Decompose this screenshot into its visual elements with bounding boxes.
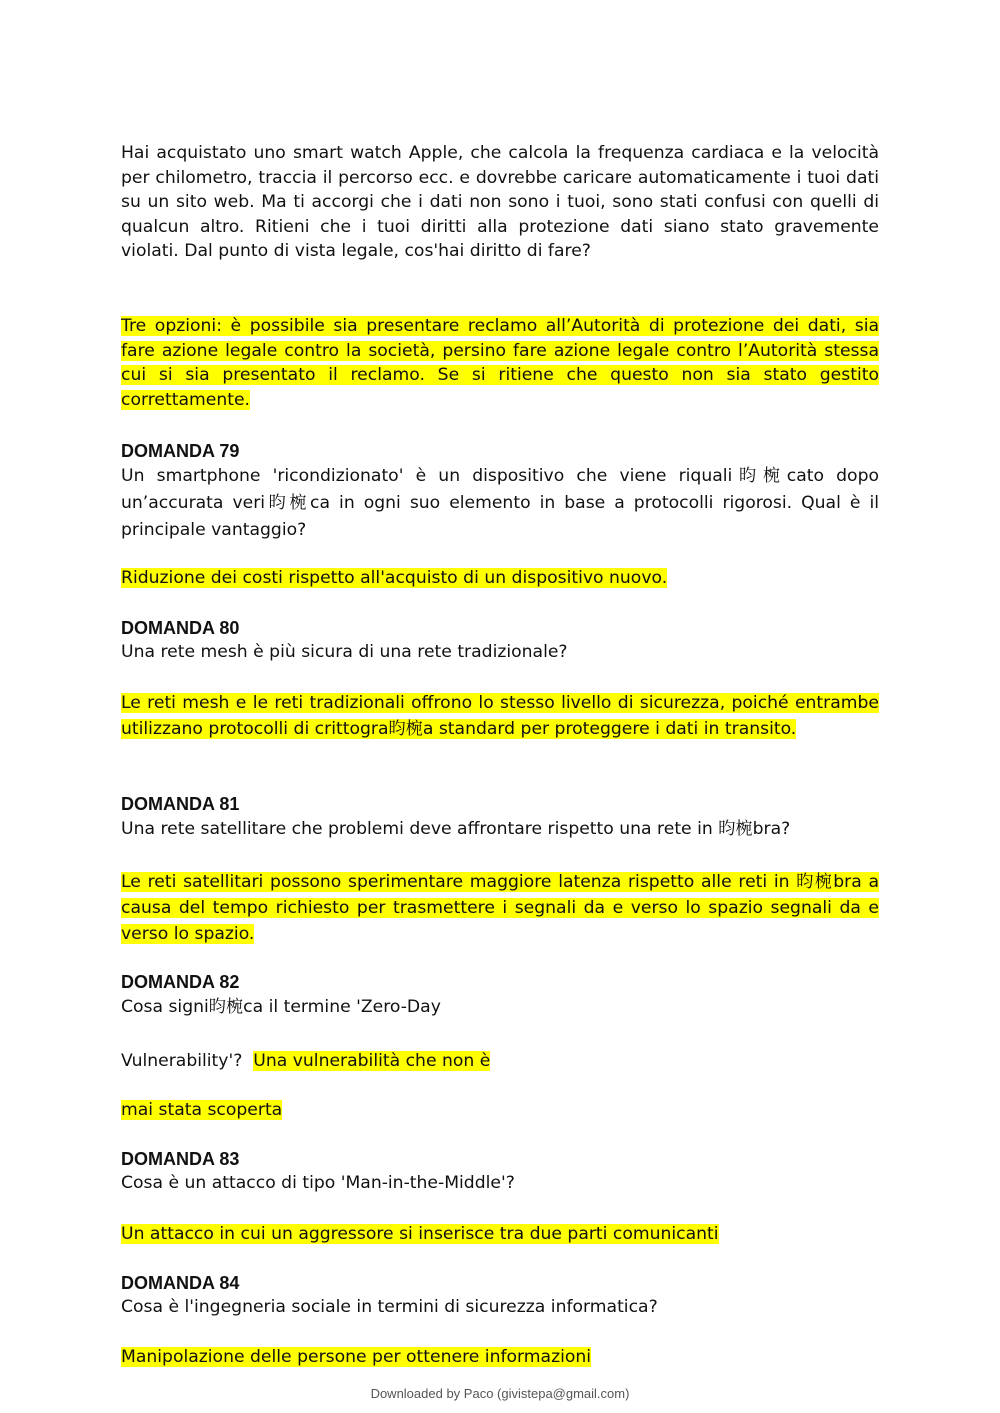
- question-82-answer: [121, 1098, 879, 1123]
- question-83-answer-highlight: Un attacco in cui un aggressore si inserisce tra due parti comunicanti: [121, 1224, 719, 1244]
- question-79-answer-highlight: Riduzione dei costi rispetto all'acquisto di un dispositivo nuovo.: [121, 568, 668, 588]
- question-81-heading: DOMANDA 81: [121, 794, 240, 814]
- question-82-answer-line1: Una vulnerabilità che non è: [253, 1051, 491, 1071]
- question-83-heading: DOMANDA 83: [121, 1149, 240, 1169]
- question-80-answer-highlight: Le reti mesh e le reti tradizionali offrono lo stesso livello di sicurezza, poiché entrambe utilizzano protocolli di crittogra昀椀a standard per proteggere i dati in transito.: [121, 693, 879, 739]
- question-80-heading: DOMANDA 80: [121, 618, 240, 638]
- question-80-text: Una rete mesh è più sicura di una rete tradizionale?: [121, 642, 568, 662]
- intro-answer: [121, 314, 879, 412]
- question-84-answer-highlight: Manipolazione delle persone per ottenere informazioni: [121, 1347, 592, 1367]
- question-80-answer: [121, 690, 879, 742]
- question-84-text: Cosa è l'ingegneria sociale in termini di sicurezza informatica?: [121, 1297, 658, 1317]
- question-83-text: Cosa è un attacco di tipo 'Man-in-the-Middle'?: [121, 1173, 515, 1193]
- intro-question: Hai acquistato uno smart watch Apple, che calcola la frequenza cardiaca e la velocità per chilometro, traccia il percorso ecc. e dovrebbe caricare automaticamente i tuoi dati su un sito web. Ma ti accorgi che i dati non sono i tuoi, sono stati confusi con quelli di qualcun altro. Ritieni che i tuoi diritti alla protezione dati siano stato gravemente violati. Dal punto di vista legale, cos'hai diritto di fare?: [121, 143, 879, 261]
- question-82-text-tail: Vulnerability'?: [121, 1051, 243, 1071]
- question-84-answer: [121, 1345, 879, 1370]
- question-82-answer-line2: mai stata scoperta: [121, 1100, 283, 1120]
- question-81-answer: [121, 869, 879, 947]
- question-82-text: Cosa signi昀椀ca il termine 'Zero-Day: [121, 997, 441, 1017]
- question-81-answer-highlight: Le reti satellitari possono sperimentare maggiore latenza rispetto alle reti in 昀椀bra a causa del tempo richiesto per trasmettere i segnali da e verso lo spazio segnali da e verso lo spazio.: [121, 872, 879, 944]
- question-82-text-continued: [121, 1049, 879, 1074]
- question-79-heading: DOMANDA 79: [121, 441, 240, 461]
- question-83-answer: [121, 1222, 879, 1247]
- question-82-heading: DOMANDA 82: [121, 972, 240, 992]
- question-79-text: Un smartphone 'ricondizionato' è un dispositivo che viene riquali昀椀cato dopo un’accurata veri昀椀ca in ogni suo elemento in base a protocolli rigorosi. Qual è il principale vantaggio?: [121, 466, 879, 540]
- question-81-text: Una rete satellitare che problemi deve affrontare rispetto una rete in 昀椀bra?: [121, 819, 791, 839]
- question-84-heading: DOMANDA 84: [121, 1273, 240, 1293]
- intro-answer-highlight: Tre opzioni: è possibile sia presentare reclamo all’Autorità di protezione dei dati, sia fare azione legale contro la società, persino fare azione legale contro l’Autorità stessa cui si sia presentato il reclamo. Se si ritiene che questo non sia stato gestito correttamente.: [121, 316, 879, 410]
- question-79-answer: [121, 566, 879, 591]
- download-footer: Downloaded by Paco (givistepa@gmail.com): [370, 1386, 630, 1401]
